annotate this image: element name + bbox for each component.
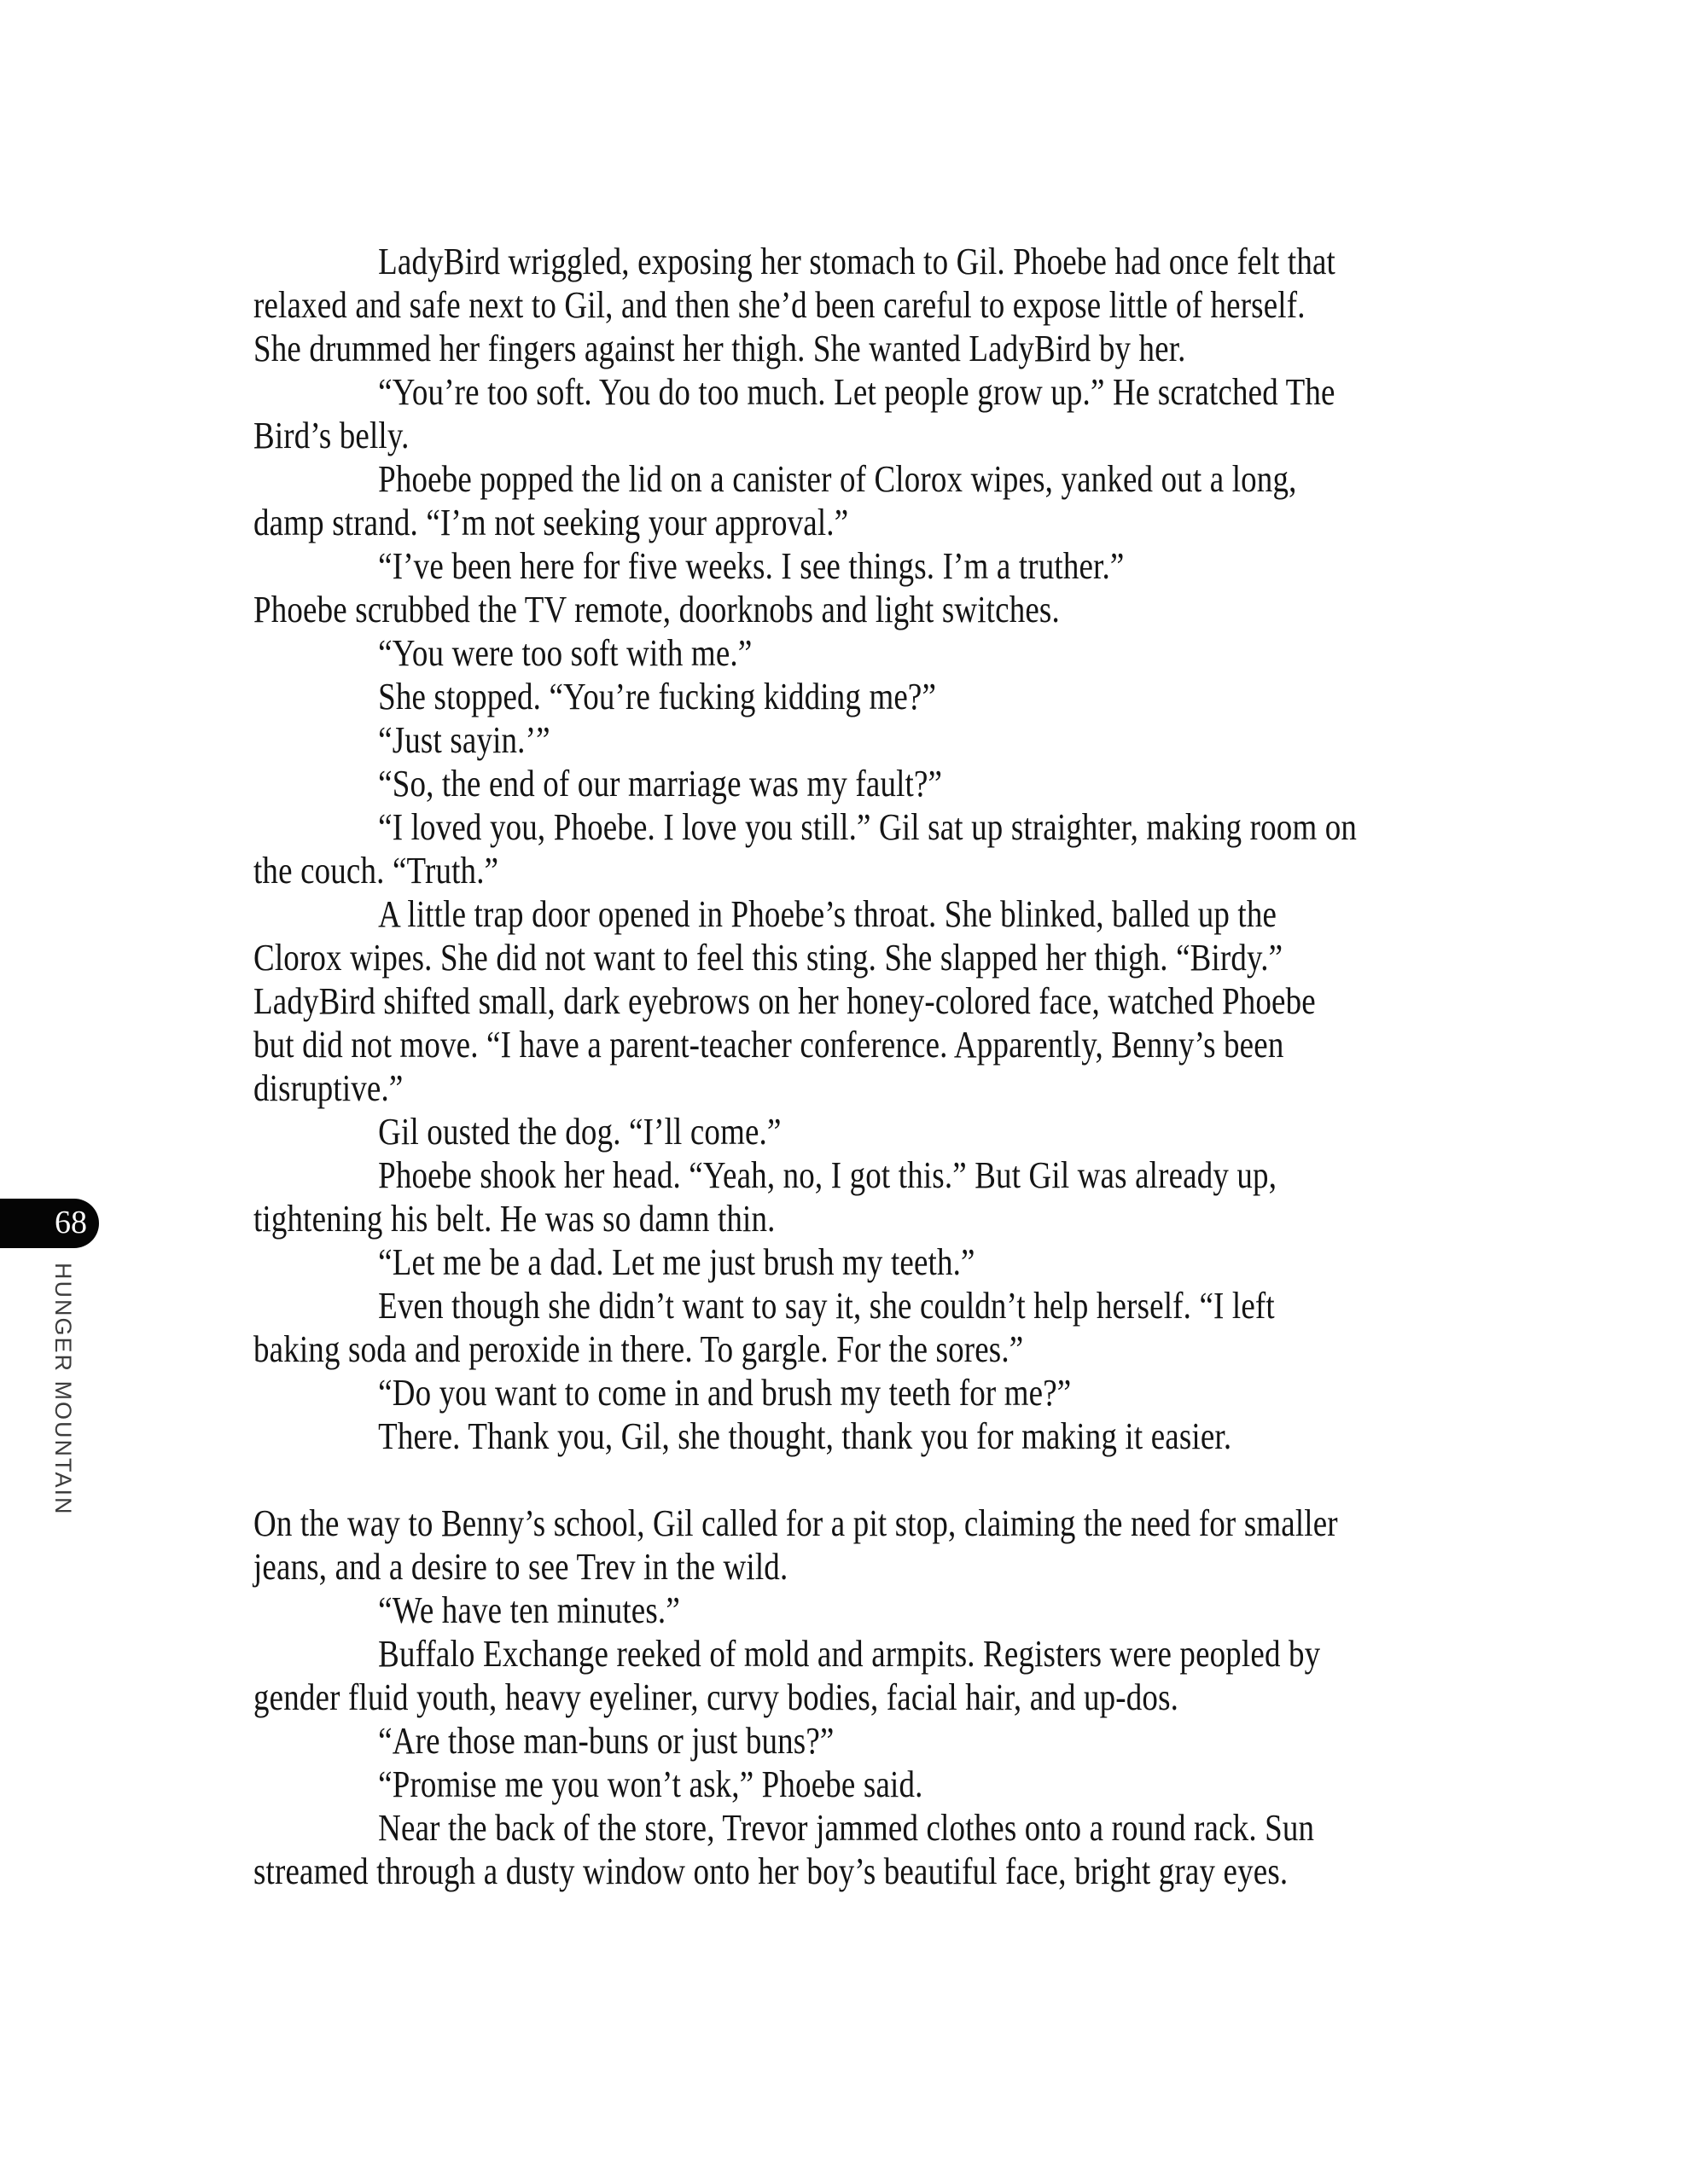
text-line: “I’ve been here for five weeks. I see things. I’m a truther.” bbox=[378, 545, 1125, 587]
text-line bbox=[253, 1458, 1496, 1502]
text-line: the couch. “Truth.” bbox=[253, 850, 499, 892]
text-line: On the way to Benny’s school, Gil called for a pit stop, claiming the need for smaller bbox=[253, 1502, 1338, 1544]
text-line: jeans, and a desire to see Trev in the wild. bbox=[253, 1546, 788, 1588]
text-line: Buffalo Exchange reeked of mold and armpits. Registers were peopled by bbox=[378, 1633, 1321, 1675]
text-line: Phoebe popped the lid on a canister of Clorox wipes, yanked out a long, bbox=[378, 458, 1297, 500]
text-line: “Promise me you won’t ask,” Phoebe said. bbox=[378, 1763, 923, 1805]
text-line: “I loved you, Phoebe. I love you still.” Gil sat up straighter, making room on bbox=[378, 806, 1358, 848]
text-line: relaxed and safe next to Gil, and then she’d been careful to expose little of herself. bbox=[253, 284, 1306, 326]
text-line: “We have ten minutes.” bbox=[378, 1589, 680, 1631]
text-line: “So, the end of our marriage was my fault?” bbox=[378, 763, 943, 804]
text-line: She drummed her fingers against her thigh. She wanted LadyBird by her. bbox=[253, 328, 1186, 369]
text-line: LadyBird wriggled, exposing her stomach to Gil. Phoebe had once felt that bbox=[378, 241, 1335, 282]
text-line: “Let me be a dad. Let me just brush my teeth.” bbox=[378, 1241, 975, 1283]
text-line: baking soda and peroxide in there. To gargle. For the sores.” bbox=[253, 1328, 1024, 1370]
story-text bbox=[253, 240, 1496, 1893]
text-line: She stopped. “You’re fucking kidding me?” bbox=[378, 676, 937, 717]
page-number: 68 bbox=[55, 1205, 87, 1240]
text-line: “You’re too soft. You do too much. Let people grow up.” He scratched The bbox=[378, 371, 1335, 413]
text-line: “Just sayin.’” bbox=[378, 719, 550, 761]
text-line: “Do you want to come in and brush my teeth for me?” bbox=[378, 1372, 1072, 1414]
text-line: gender fluid youth, heavy eyeliner, curvy bodies, facial hair, and up-dos. bbox=[253, 1676, 1179, 1718]
text-line: “Are those man-buns or just buns?” bbox=[378, 1720, 835, 1762]
page-number-tab bbox=[0, 1199, 99, 1248]
text-line: Clorox wipes. She did not want to feel this sting. She slapped her thigh. “Birdy.” bbox=[253, 937, 1283, 979]
text-line: but did not move. “I have a parent-teacher conference. Apparently, Benny’s been bbox=[253, 1024, 1284, 1066]
journal-title: HUNGER MOUNTAIN bbox=[50, 1263, 76, 1516]
text-line: disruptive.” bbox=[253, 1067, 404, 1109]
text-line: Bird’s belly. bbox=[253, 415, 410, 456]
text-line: tightening his belt. He was so damn thin. bbox=[253, 1198, 776, 1240]
text-line: Gil ousted the dog. “I’ll come.” bbox=[378, 1111, 782, 1153]
text-line: streamed through a dusty window onto her boy’s beautiful face, bright gray eyes. bbox=[253, 1850, 1289, 1892]
text-line: damp strand. “I’m not seeking your approval.” bbox=[253, 502, 849, 543]
text-line: “You were too soft with me.” bbox=[378, 632, 753, 674]
text-line: Even though she didn’t want to say it, she couldn’t help herself. “I left bbox=[378, 1285, 1275, 1327]
text-line: A little trap door opened in Phoebe’s throat. She blinked, balled up the bbox=[378, 893, 1277, 935]
text-line: LadyBird shifted small, dark eyebrows on her honey-colored face, watched Phoebe bbox=[253, 980, 1316, 1022]
text-line: Phoebe scrubbed the TV remote, doorknobs and light switches. bbox=[253, 589, 1060, 630]
text-line: Near the back of the store, Trevor jammed clothes onto a round rack. Sun bbox=[378, 1807, 1315, 1849]
text-line: Phoebe shook her head. “Yeah, no, I got this.” But Gil was already up, bbox=[378, 1154, 1277, 1196]
text-line: There. Thank you, Gil, she thought, thank you for making it easier. bbox=[378, 1415, 1232, 1457]
